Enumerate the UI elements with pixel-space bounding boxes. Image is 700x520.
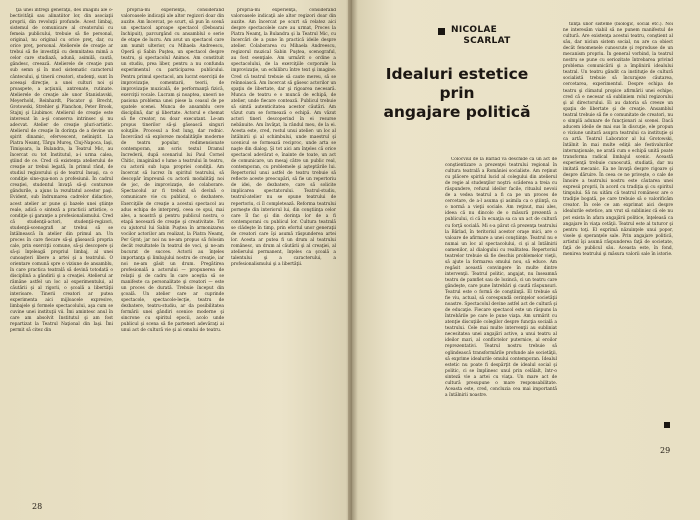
- left-column-1-text: ţia unei întregi generaţii, des imagini ale o-bectivităţii sau alinatiitor lor, din asociaţii proprii, din revoluţii profunde. Acest limbaj, sistemul de comunicare al creatorului cu femeia publicului, trebuie să fie personal, original, nu original cu orice preţ, dar, cu orice preţ, personal. Atelierele de creaţie ar trebui să fie investiţii cu demnitatea mimă a celor care studiază, adună, asimilă, caută, gândesc, creează. Atelierele de creaţie pun sub semn şi în mod sistematic caracterul cântecului, şi tinerii creatori, studenţi, sunt în aceeaşi direcţie, a unei culturi noi şi proaspete, a acţiunii, antrenate, rutinate. Atelierele de creaţie ale unor Stanislavski, Meyerhold, Reinhardt, Piscator şi Brecht, Grotowski, Strehler şi Planchon, Peter Brook, Stajnj şi Liubimov. Atelierul de creaţie este interesat în a-şi conserva intrinsec şi nu adecvat. Atelier de creaţie pluri-artistic. Atelierul de creaţie în dorinţa de a devine un spirit dinamic, efervescent, neliniştit. La Piatra Neamţ, Târgu Mureş, Cluj-Napoca, Iaşi, Timişoara, la Bulandra, la Teatrul Mic, au încercat cu tot Institutul, a-i urma calea, ştiind de ce. Cred că existenţa atelierului de creaţie ar trebui legată, în primul rând, de studiul regizorului şi de teatrul însuşi, ca o condiţie sine-qua-non a profesiunii. În cadrul creaţiei, studentul învaţă să-şi contureze gândurile, a ajuns la rezultatul acestor paşi. Evident, sub îndrumarea cadrelor didactice, acest atelier ar pune şi bazele unei ştiinţe reale, adică o sinteză a practicii artistice, o condiţie şi garanţie a profesionalismului. Cred că studenţii-actori, studenţii-regizori, studenţii-scenografi ar trebui să se întâlnească în atelier din primul an. Un proces în care fiecare să-şi găsească propria cale, prin exerciţii comune, să-şi descopere şi să-şi înţeleagă propriul limbaj, al unei cunoaşteri libere a artei şi a teatrului. O orientare comună spre o viziune de ansamblu, în care practica teatrală să devină totodată o disciplină a gândirii şi a creaţiei. Atelierul ar rămâne astfel un loc al experimentului, al căutării şi al rigorii, o şcoală a libertăţii interioare. Tinerii creatori ar putea experimenta aici mijloacele expresive, limbajele şi formele spectacolului, aşa cum se cuvine unei instituţii vii. Îmi amintesc anul în care am absolvit Institutul şi am fost repartizat la Teatrul Naţional din Iaşi. Îmi permit să citez din: [10, 8, 113, 334]
- left-column-2: [121, 8, 224, 496]
- right-column-1-text: Colocviul de la Bârlad va deschide ca un act de conştientizare a prezenţei teatrului regional în cultura teatrală a României socialiste. Am reţinut cu plăcere spiritul lucid al colegului din atelierul de regie al studenţilor noştri: scăderea a treia cu răspundere, refuzul ideilor facile, ritualul nevoii de a vedea teatrul a fi ca pe un proces de cercetare, de a-l asuma şi asimila ca o ştiinţă, ca o normă a vieţii sociale. Am reţinut, mai ales, ideea că nu dincolo de o măsură prezentă a publicului, ci că în ecuaţia sa ca un act de cultură cu forţă socială. Mi s-a părut că prezenţa teatrului la Bârlad, în teritoriul acestor oraşe mici, are o valoare de afirmare a unei conştiinţe. Teatrul nu e numai un loc al spectacolului, ci şi al întâlnirii oamenilor, al dialogului cu realitatea. Repertoriul teatrelor trebuie să fie deschis problemelor vieţii, să ajute la formarea omului nou, să educe. Am regăsit această convingere în multe dintre intervenţii. Teatrul politic, angajat, nu înseamnă teatru de pamflet sau de lozincă, ci un teatru care gândeşte, care pune întrebări şi caută răspunsuri. Teatrul este o formă de conştiinţă. El trebuie să fie viu, actual, să corespundă cerinţelor societăţii noastre. Spectacolul devine astfel act de cultură şi de educaţie. Fiecare spectacol este un răspuns la întrebările pe care le pune viaţa. Am urmărit cu atenţie discuţiile colegilor despre funcţia socială a teatrului. Cele mai multe intervenţii au subliniat necesitatea unei angajări active, a unui teatru al ideilor mari, al conflictelor puternice, al eroilor reprezentativi. Teatrul nostru trebuie să oglindească transformările profunde ale societăţii, să exprime idealurile omului contemporan. Idealul estetic nu poate fi despărţit de idealul social şi politic, ci se împlinesc unul prin celălalt, într-o sinteză vie a artei cu viaţa. Un mare act de cultură presupune o mare responsabilitate. Aceasta este, cred, concluzia cea mai importantă a întâlnirii noastre.: [445, 157, 557, 398]
- right-column-2-text: tiinţa unor sisteme (biologic, social etc.). Noi ne interesăm viabil să ne punem manifestul de cultură. Are existenţa acestui teatru, conştient al său, dar niciun sistem social, nu are ca obiect decât fenomenele cunoscute şi reproduse de un mecanism propriu. În general vorbind, la teatrul nostru se pune cu seriozitate întrebarea privind problema comunicării şi a împlinirii idealului teatral. Un teatru gândit ca instituţie de cultură socialistă trebuie să încurajeze căutarea, cercetarea, experimentul. Despre echipa de teatru şi climatul propice afirmării unei echipe, cred că e necesar să subliniem rolul regizorului şi al directorului. Ei au datoria să creeze un spaţiu de libertate şi de creaţie. Ansamblul teatral trebuie să fie o comunitate de creatori, nu o simplă adunare de funcţionari ai scenei. Dacă aducem ideile de mai sus în discuţie, ele propun o viziune unitară asupra teatrului ca instituţie şi ca artă. Teatrul Laborator al lui Grotowski, întâlnit în mai multe ediţii ale festivalurilor internaţionale, ne arată cum o echipă unită poate transforma radical limbajul scenic. Această experienţă trebuie cunoscută, studiată, dar nu imitată mecanic. Ea ne învaţă despre rigoare şi despre dăruire. În ceea ce ne priveşte, o cale de înnoire a teatrului nostru este căutarea unei expresii proprii, în acord cu tradiţia şi cu spiritul timpului. Să nu uităm că teatrul românesc are o tradiţie bogată, pe care trebuie să o valorificăm creator. În cele ce am exprimat aici despre idealurile estetice, am vrut să subliniez că ele nu pot exista în afara angajării politice, înţeleasă ca angajare în viaţa cetăţii. Teatrul este al tuturor şi pentru toţi. El exprimă năzuinţele unui popor, visele şi speranţele sale. Prin angajare politică, artistul îşi asumă răspunderea faţă de societate, faţă de publicul său. Aceasta este, în fond, menirea teatrului şi măsura valorii sale în istorie.: [563, 22, 673, 257]
- title-line-1: Idealuri estetice: [385, 65, 529, 83]
- left-column-3: [231, 8, 336, 496]
- author-first-name: NICOLAE: [451, 25, 498, 35]
- title-line-3: angajare politică: [383, 103, 531, 121]
- right-column-2: [563, 22, 673, 420]
- article-end-mark-icon: [664, 422, 670, 428]
- author-bullet-icon: [438, 28, 445, 35]
- article-title: [368, 65, 546, 122]
- author-last-name: SCARLAT: [463, 36, 511, 46]
- left-column-2-text: propria-mi experienţă, considerând valoroasele indicaţii ale altor regizori doar din auzite. Am încercat, pe scurt, să pun în scenă un spectacol aproape spectacol (Deboarai închipuit), parcurgând cu ansamblul o serie de etape de lucru. Am avut un spectacol care am numit ulterior, cu Mihaela Andreescu, Operă şi Sabin Puştea, un spectacol despre teatru, şi spectacolul Animos. Am constituit un studiu, prea liber, pentru a nu confunda experimentul cu participarea publicului. Pentru primul spectacol, am lucrat exerciţii de improvizaţie, comentarii, teorii, de improvizaţie muzicală, de performanţă fizică, exerciţii vocale. Lucram şi noaptea, uneori ne pasiona problema unei piese la ceasul de pe spatele scenei. Munca de ansamblu cere disciplină, dar şi libertate. Actorul e chemat să fie creator, nu doar executant. Le-am propus tinerilor să-şi găsească singuri soluţiile. Procesul a fost lung, dar rodnic. Încercând să exploreze modalităţile moderne de teatru popular, redimensionate contemporan, am scris textul Dramul încrederii, după scenariul lui Paul Cornel Chitic, imaginând o lume a teatrului în teatru, cu actorii sub lupa propriei condiţii. Am încercat să lucrez în spiritul teatrului, să descopăr împreună cu actorii modalităţi noi de joc, de improvizaţie, de colaborare. Spectacolul ar fi trebuit să devină o comunicare vie cu publicul, o dezbatere. Exerciţiile de creaţie a acestui spectacol au adus echipa de interpreţi, ceea ce spui, mai ales, a noastră şi pentru publicul nostru, o etapă necesară de creaţie şi creativitate. Tot cu ajutorul lui Sabin Puştea în armonizarea vocilor actorilor am realizat, la Piatra Neamţ, Per Gynt; jar noi nu ne-am propus să folosim decât rezultatele în teatrul de voci, şi ne-am bucurat de succes. Actorii au înţeles importanţa şi limbajului nostru de creaţie, iar noi ne-am găsit un drum. Pregătirea profesională a actorului — propunerea de relaţii şi de cadru în care aceştia să se manifeste ca personalitate şi creatori — este un proces de durată. Trebuie început din şcoală. Un atelier care ar cuprinde spectacole, spectacole-lecţie, teatru de dezbatere, teatru-studiu, ar da posibilitatea formării unei gândiri scenice moderne şi sincrone cu spiritul epocii, acolo unde publicul şi scena să fie parteneri adevăraţi ai unui act de cultură vie şi ai omului de teatru.: [121, 8, 224, 334]
- title-line-2: prin: [439, 84, 475, 102]
- left-column-3-text: propria-mi experienţă, considerând valoroasele indicaţii ale altor regizori doar din auzite. Am încercat pe scurt să relatez aici despre spectacolele care au urmat, Proces la Piatra Neamţ, la Bulandra şi la Teatrul Mic, cu încercări de a pune în practică ideile despre atelier. Colaborarea cu Mihaela Andreescu, regizorul muzical Sabin Puştea, scenograful, au fost esenţiale. Am urmărit o ordine a spectacolului, de la exerciţiile corporale la improvizaţie, un echilibru între text şi imagine. Cred că teatrul trebuie să caute mereu, să se reînnoiască. Am încercat să găsesc actorilor un spaţiu de libertate, dar şi rigoarea necesară. Munca de teatru e o muncă de echipă, de atelier, unde fiecare contează. Publicul trebuie să simtă autenticitatea acestor căutări. Am văzut cum se formează o echipă. Am văzut actori tineri descoperind în ei resurse nebănuite. Am învăţat, la rândul meu, de la ei. Acesta este, cred, rostul unui atelier: un loc al întâlnirii şi al schimbului, unde maestrul şi ucenicul se formează reciproc, unde arta se naşte din dialog. Şi tot aici am înţeles că orice spectacol adevărat e, înainte de toate, un act de comunicare, un mesaj către un public real, contemporan, cu problemele şi aşteptările lui. Repertoriul unui astfel de teatru trebuie să reflecte aceste preocupări, să fie un repertoriu de idei, de dezbatere, care să solicite implicarea spectatorului. Teatrul-studiu, teatrul-atelier nu se opune teatrului de repertoriu, ci îl completează. Reforma teatrului porneşte din interiorul lui, din conştiinţa celor care îl fac şi din dorinţa lor de a fi contemporani cu publicul lor. Cultura teatrală se clădeşte în timp, prin efortul unor generaţii de creatori care îşi asumă răspunderea artei lor. Acesta ar putea fi un drum al teatrului românesc, un drum al căutării şi al creaţiei, al atelierului permanent, înţeles ca şcoală a talentului şi a caracterului, a profesionalismului şi a libertăţii.: [231, 8, 336, 267]
- left-column-1: [10, 8, 113, 496]
- right-column-1: [445, 157, 557, 494]
- right-page-number: 29: [660, 446, 671, 455]
- author-name: [441, 25, 533, 47]
- left-page-number: 28: [32, 502, 43, 511]
